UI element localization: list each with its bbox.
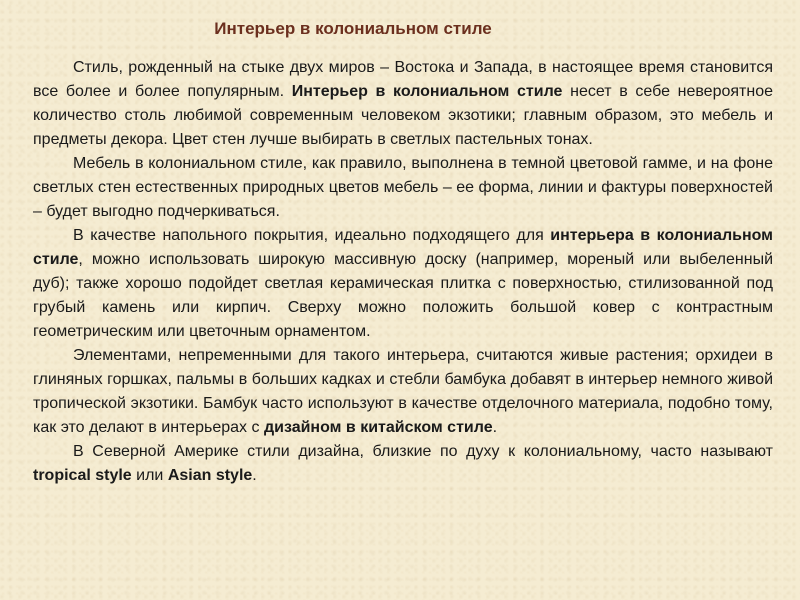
paragraph [33,224,773,344]
text-run: В качестве напольного покрытия, идеально подходящего для [73,227,551,244]
text-run: Стиль, рожденный на стыке двух миров – Востока и Запада, в настоящее время становится все более и более популярным. [33,59,773,100]
bold-text-run: дизайном в китайском стиле [263,419,493,436]
bold-text-run: интерьера в колониальном стиле [33,227,774,268]
paragraph [33,152,773,224]
text-run: или [131,467,168,484]
text-run: , можно использовать широкую массивную доску (например, мореный или выбеленный дуб); также хорошо подойдет светлая керамическая плитка с поверхностью, стилизованной под грубый камень или кирпич. Сверху можно положить большой ковер с контрастным геометрическим или цветочным орнаментом. [33,251,773,340]
bold-text-run: Asian style [167,467,253,484]
paragraph [33,344,773,440]
text-run: Мебель в колониальном стиле, как правило, выполнена в темной цветовой гамме, и на фоне светлых стен естественных природных цветов мебель – ее форма, линии и фактуры поверхностей – будет выгодно подчеркиваться. [33,155,773,220]
paragraph [33,56,773,152]
slide-body [33,56,773,488]
text-run: В Северной Америке стили дизайна, близкие по духу к колониальному, часто называют [73,443,773,460]
bold-text-run: tropical style [33,467,132,484]
text-run: Элементами, непременными для такого интерьера, считаются живые растения; орхидеи в глиняных горшках, пальмы в больших кадках и стебли бамбука добавят в интерьер немного живой тропической экзотики. Бамбук часто используют в качестве отделочного материала, подобно тому, как это делают в интерьерах с [33,347,773,436]
paragraph [33,440,773,488]
text-run: . [492,419,498,436]
text-run: несет в себе невероятное количество столь любимой современным человеком экзотики; главным образом, это мебель и предметы декора. Цвет стен лучше выбирать в светлых пастельных тонах. [33,83,774,148]
bold-text-run: Интерьер в колониальном стиле [291,83,563,100]
text-run: . [252,467,257,484]
slide-title: Интерьер в колониальном стиле [214,19,492,38]
